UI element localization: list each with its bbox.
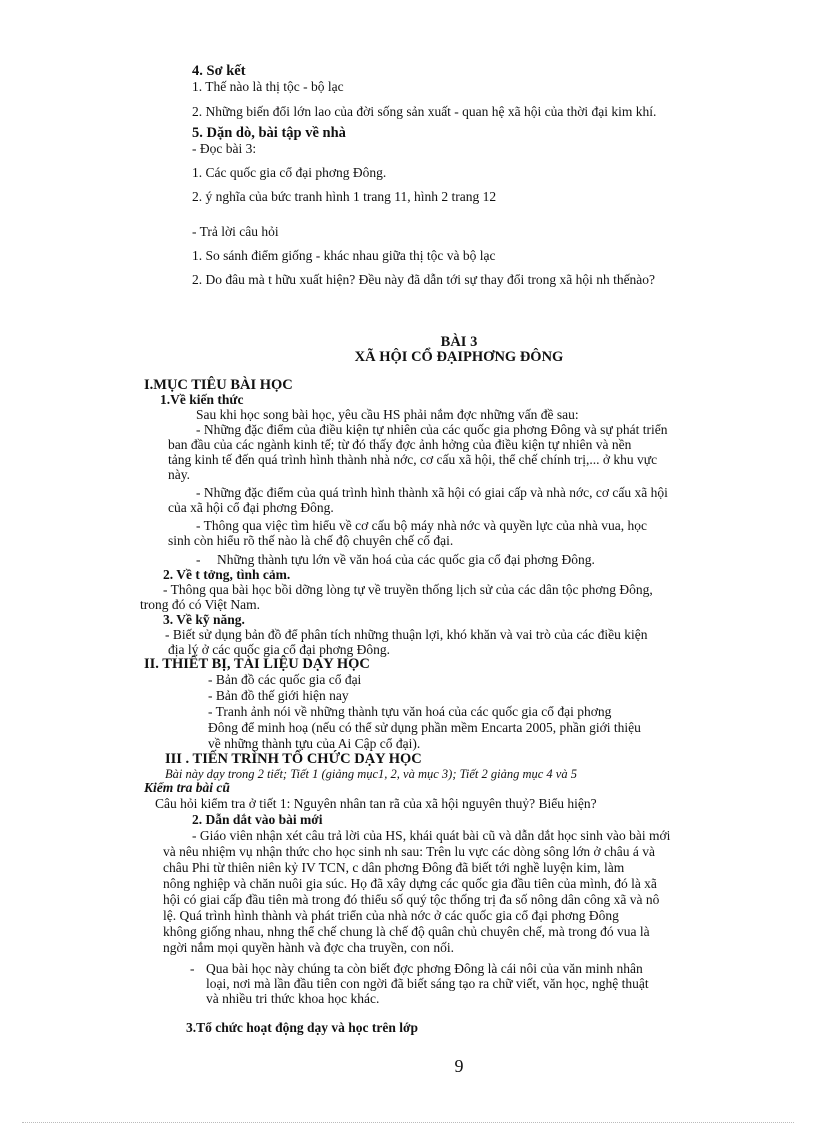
to-chuc-heading: 3.Tổ chức hoạt động dạy và học trên lớp xyxy=(186,1020,418,1035)
kien-thuc-p2-line: - Những đặc điểm của quá trình hình thành xã hội có giai cấp và nhà nớc, cơ cấu xã hội xyxy=(196,485,668,500)
tien-trinh-note: Bài này dạy trong 2 tiết; Tiết 1 (giảng mục1, 2, và mục 3); Tiết 2 giảng mục 4 và 5 xyxy=(165,767,577,781)
tu-tuong-line: - Thông qua bài học bồi dỡng lòng tự về truyền thống lịch sử của các dân tộc phơng Đông, xyxy=(163,582,653,597)
kien-thuc-p1-line: này. xyxy=(168,467,190,482)
kiem-tra-heading: Kiểm tra bài cũ xyxy=(144,780,230,795)
kien-thuc-p1-line: tảng kinh tế đến quá trình hình thành nhà nớc, cơ cấu xã hội, thể chế chính trị,... ở khu vực xyxy=(168,452,658,467)
lesson-title: XÃ HỘI CỔ ĐẠIPHƠNG ĐÔNG xyxy=(354,349,564,365)
dan-dat-line: lệ. Quá trình hình thành và phát triển của nhà nớc ở các quốc gia cổ đại phơng Đông xyxy=(163,908,619,923)
tu-tuong-line: trong đó có Việt Nam. xyxy=(140,597,261,612)
kien-thuc-intro: Sau khi học song bài học, yêu cầu HS phải nắm đợc những vấn đề sau: xyxy=(196,407,579,422)
kien-thuc-p3-line: sinh còn hiểu rõ thế nào là chế độ chuyên chế cổ đại. xyxy=(168,533,454,548)
dan-dat-bullet-line: loại, nơi mà lần đầu tiên con ngời đã biết sáng tạo ra chữ viết, văn học, nghệ thuật xyxy=(206,976,649,991)
kien-thuc-p4-dash: - xyxy=(196,552,201,567)
tra-loi-item: 2. Do đâu mà t hữu xuất hiện? Đều này đã dẫn tới sự thay đổi trong xã hội nh thếnào? xyxy=(192,272,656,287)
so-ket-heading: 4. Sơ kết xyxy=(192,63,246,79)
thiet-bi-heading: II. THIẾT BỊ, TÀI LIỆU DẠY HỌC xyxy=(144,656,370,672)
so-ket-item: 2. Những biến đổi lớn lao của đời sống sản xuất - quan hệ xã hội của thời đại kim khí. xyxy=(192,104,657,119)
ky-nang-heading: 3. Về kỹ năng. xyxy=(163,612,245,627)
dan-dat-bullet-line: Qua bài học này chúng ta còn biết đợc phơng Đông là cái nôi của văn minh nhân xyxy=(206,961,643,976)
tu-tuong-heading: 2. Về t tởng, tình cảm. xyxy=(163,567,291,582)
kien-thuc-p1-line: - Những đặc điểm của điều kiện tự nhiên của các quốc gia phơng Đông và sự phát triển xyxy=(196,422,668,437)
kiem-tra-question: Câu hỏi kiểm tra ở tiết 1: Nguyên nhân tan rã của xã hội nguyên thuỷ? Biểu hiện? xyxy=(155,796,597,811)
dan-dat-bullet-dash: - xyxy=(190,961,195,976)
dan-dat-heading: 2. Dẫn dắt vào bài mới xyxy=(192,812,323,827)
lesson-number: BÀI 3 xyxy=(440,334,478,350)
kien-thuc-p1-line: ban đầu của các ngành kinh tế; từ đó thấy đợc ảnh hởng của điều kiện tự nhiên và nền xyxy=(168,437,632,452)
ky-nang-line: - Biết sử dụng bản đồ để phân tích những thuận lợi, khó khăn và vai trò của các điều kiện xyxy=(165,627,648,642)
dan-dat-line: không giống nhau, nhng thể chế chung là chế độ quân chủ chuyên chế, mà trong đó vua là xyxy=(163,924,650,939)
page-number: 9 xyxy=(454,1056,464,1076)
doc-bai-item: 2. ý nghĩa của bức tranh hình 1 trang 11, hình 2 trang 12 xyxy=(192,189,497,204)
dan-dat-line: và nêu nhiệm vụ nhận thức cho học sinh nh sau: Trên lu vực các dòng sông lớn ở châu á và xyxy=(163,844,655,859)
dan-dat-line: ngời nắm mọi quyền hành và đợc cha truyền, con nối. xyxy=(163,940,454,955)
doc-bai-item: 1. Các quốc gia cổ đại phơng Đông. xyxy=(192,165,387,180)
kien-thuc-p2-line: của xã hội cổ đại phơng Đông. xyxy=(168,500,334,515)
kien-thuc-p4: Những thành tựu lớn về văn hoá của các quốc gia cổ đại phơng Đông. xyxy=(217,552,595,567)
dan-dat-line: hội có giai cấp đầu tiên mà trong đó thiểu số quý tộc thống trị đa số nông dân công xã và nô xyxy=(163,892,660,907)
tra-loi-item: 1. So sánh điểm giống - khác nhau giữa thị tộc và bộ lạc xyxy=(192,248,496,263)
kien-thuc-p3-line: - Thông qua việc tìm hiểu về cơ cấu bộ máy nhà nớc và quyền lực của nhà vua, học xyxy=(196,518,647,533)
muc-tieu-heading: I.MỤC TIÊU BÀI HỌC xyxy=(144,377,293,393)
kien-thuc-heading: 1.Về kiến thức xyxy=(160,392,244,407)
thiet-bi-item3-line: - Tranh ảnh nói về những thành tựu văn hoá của các quốc gia cổ đại phơng xyxy=(208,704,612,719)
thiet-bi-item: - Bản đồ các quốc gia cổ đại xyxy=(208,672,362,687)
dan-dat-bullet-line: và nhiều tri thức khoa học khác. xyxy=(206,991,380,1006)
ky-nang-line: địa lý ở các quốc gia cổ đại phơng Đông. xyxy=(168,642,390,657)
thiet-bi-item3-line: về những thành tựu của Ai Cập cổ đại). xyxy=(208,736,421,751)
thiet-bi-item: - Bản đồ thế giới hiện nay xyxy=(208,688,349,703)
thiet-bi-item3-line: Đông để minh hoạ (nếu có thể sử dụng phần mềm Encarta 2005, phần giới thiệu xyxy=(208,720,641,735)
dan-dat-line: nông nghiệp và chăn nuôi gia súc. Họ đã xây dựng các quốc gia đầu tiên của mình, đó là xã xyxy=(163,876,657,891)
tien-trinh-heading: III . TIẾN TRÌNH TỔ CHỨC DẠY HỌC xyxy=(165,751,422,767)
dan-do-heading: 5. Dặn dò, bài tập về nhà xyxy=(192,125,346,141)
dan-dat-line: - Giáo viên nhận xét câu trả lời của HS, khái quát bài cũ và dẫn dắt học sinh vào bài mới xyxy=(192,828,671,843)
tra-loi-label: - Trả lời câu hỏi xyxy=(192,224,279,239)
doc-bai-label: - Đọc bài 3: xyxy=(192,141,257,156)
dan-dat-line: châu Phi từ thiên niên kỷ IV TCN, c dân phơng Đông đã biết tới nghề luyện kim, làm xyxy=(163,860,625,875)
so-ket-item: 1. Thế nào là thị tộc - bộ lạc xyxy=(192,79,344,94)
